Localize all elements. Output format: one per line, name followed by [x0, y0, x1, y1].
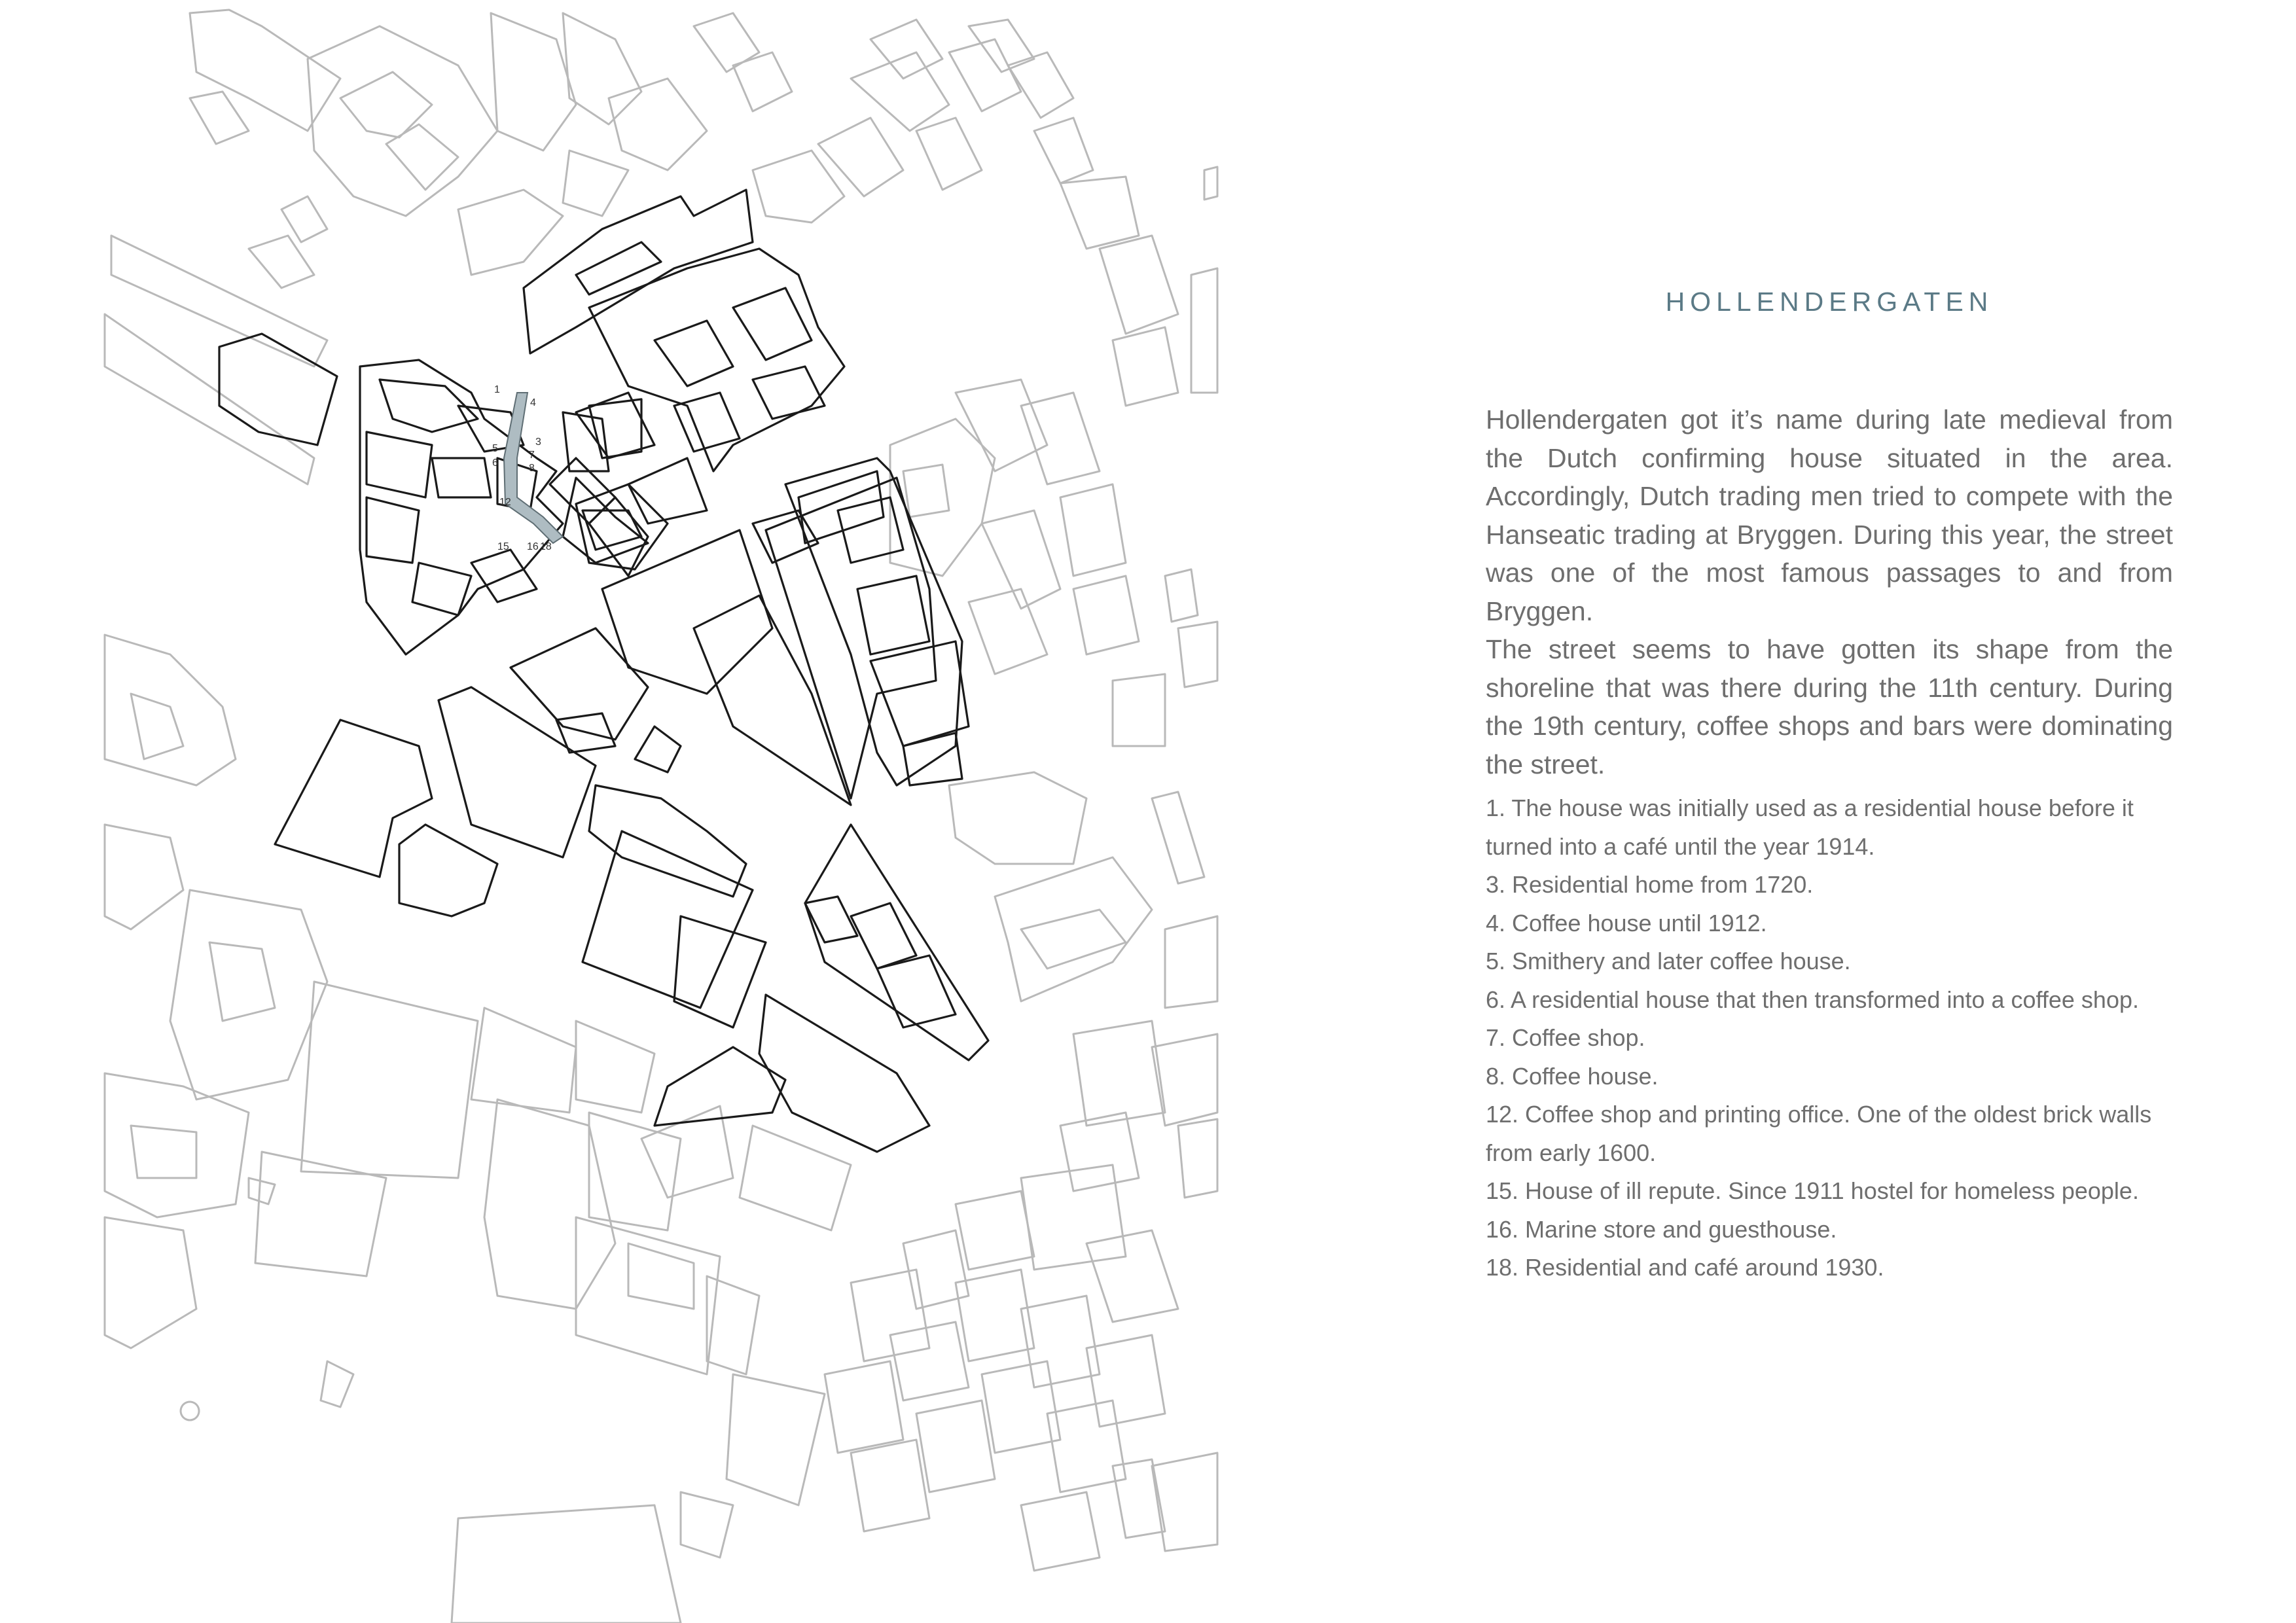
plot-note: 16. Marine store and guesthouse. — [1486, 1215, 1837, 1243]
context-buildings — [105, 10, 1217, 1623]
plot-number: 16 — [527, 541, 539, 552]
intro-paragraph: Hollendergaten got it’s name during late medieval from the Dutch confirming house situated in the area. Accordingly, Dutch trading men tried to compete with the Hanseatic trading at Bryggen. During this year, the street was one of the most famous passages to and from Bryggen. — [1486, 404, 2173, 626]
page-title: HOLLENDERGATEN — [1665, 287, 1994, 317]
plot-number: 4 — [530, 397, 536, 408]
plot-note: 7. Coffee shop. — [1486, 1024, 1645, 1051]
plot-note: 15. House of ill repute. Since 1911 hostel for homeless people. — [1486, 1177, 2139, 1204]
site-plan-map — [98, 0, 1250, 1623]
plot-note: 5. Smithery and later coffee house. — [1486, 948, 1851, 974]
text-panel — [1486, 0, 2173, 1623]
plot-note: 18. Residential and café around 1930. — [1486, 1254, 1884, 1281]
intro-paragraph: The street seems to have gotten its shape from the shoreline that was there during the 11th century. During the 19th century, coffee shops and bars were dominating the street. — [1486, 634, 2173, 779]
plot-number: 1 — [494, 384, 500, 395]
plot-number: 7 — [529, 450, 535, 461]
plot-number: 12 — [499, 497, 511, 508]
plot-number: 3 — [535, 437, 541, 448]
plot-note: 1. The house was initially used as a residential house before it turned into a café until the year 1914. — [1486, 794, 2134, 860]
plot-note: 3. Residential home from 1720. — [1486, 871, 1814, 898]
plot-notes-list — [1486, 789, 2173, 1287]
plot-number: 8 — [529, 463, 535, 474]
plot-note: 4. Coffee house until 1912. — [1486, 909, 1767, 936]
plot-number: 5 — [492, 443, 498, 454]
plot-note: 8. Coffee house. — [1486, 1062, 1659, 1090]
hollendergaten-blocks — [219, 190, 988, 1152]
plot-number: 18 — [540, 541, 552, 552]
plot-note: 6. A residential house that then transformed into a coffee shop. — [1486, 986, 2139, 1013]
plot-number: 6 — [492, 457, 498, 469]
plot-number: 15 — [497, 541, 509, 552]
plot-note: 12. Coffee shop and printing office. One of the oldest brick walls from early 1600. — [1486, 1101, 2152, 1166]
intro-text — [1486, 401, 2173, 783]
